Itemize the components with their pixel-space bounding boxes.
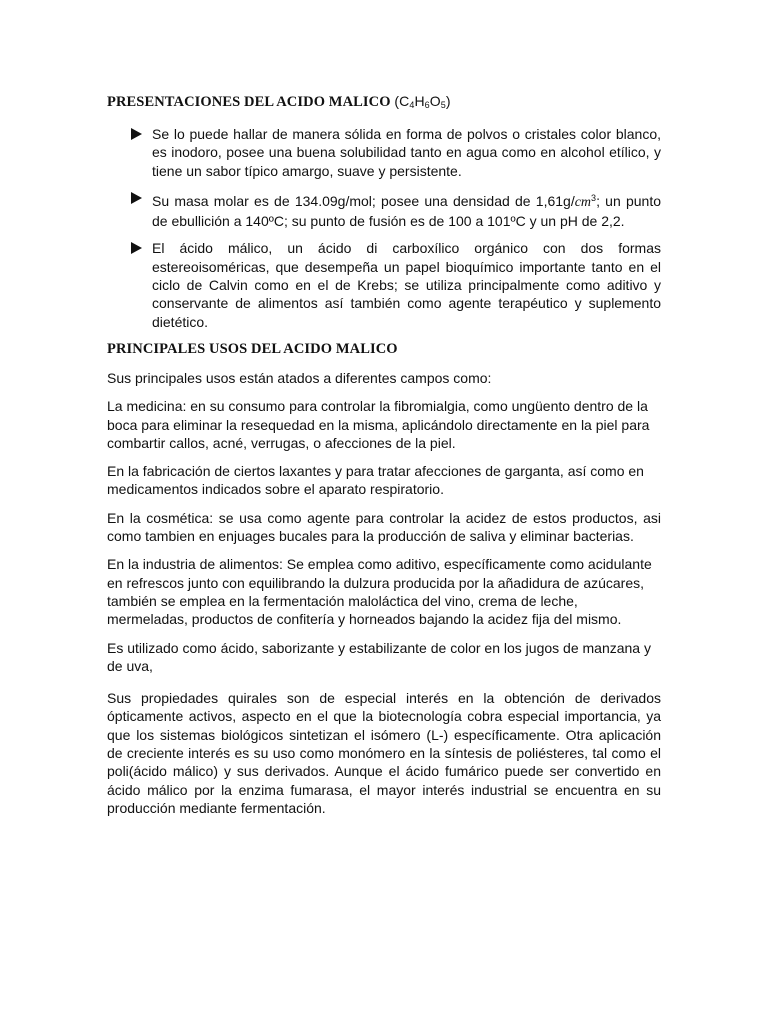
bullet-text-part: ; un punto de ebullición a 140ºC; su punto de fusión es de 100 a 101ºC y un pH de 2,2.: [152, 192, 662, 230]
paragraph-quirales: Sus propiedades quirales son de especial interés en la obtención de derivados ópticamente activos, aspecto en el que la biotecnología cobra especial importancia, ya que los sistemas biológicos sintetizan el isómero (L-) específicamente. Otra aplicación de creciente interés es su uso como monómero en la síntesis de poliésteres, tal como el poli(ácido málico) y sus derivados. Aunque el ácido fumárico puede ser convertido en ácido málico por la enzima fumarasa, el mayor interés industrial se encuentra en su producción mediante fermentación.: [107, 690, 661, 816]
bullet-list: [107, 125, 661, 331]
paragraph-jugos: Es utilizado como ácido, saborizante y estabilizante de color en los jugos de manzana y de uva,: [107, 639, 651, 674]
heading-presentaciones: [107, 92, 661, 115]
triangle-bullet-icon: [131, 128, 142, 140]
heading-principales-usos: PRINCIPALES USOS DEL ACIDO MALICO: [107, 340, 398, 357]
paragraph-cosmetica: En la cosmética: se usa como agente para controlar la acidez de estos productos, asi como tambien en enjuages bucales para la producción de saliva y eliminar bacterias.: [107, 509, 661, 545]
chemical-formula: [394, 93, 450, 109]
unit-text: cm: [574, 194, 592, 210]
document-body: [107, 92, 661, 827]
bullet-item: [107, 125, 661, 180]
formula-part: O: [429, 93, 441, 109]
paragraph-medicina: La medicina: en su consumo para controlar la fibromialgia, como ungüento dentro de la boca para eliminar la resequedad en la misma, aplicándolo directamente en la piel para combartir callos, acné, verrugas, o afecciones de la piel.: [107, 398, 650, 451]
bullet-text: [152, 193, 661, 229]
triangle-bullet-icon: [131, 242, 142, 254]
paragraph-alimentos: En la industria de alimentos: Se emplea como aditivo, específicamente como acidulante en refrescos junto con equilibrando la dulzura producida por la añadidura de azúcares, también se emplea en la fermentación maloláctica del vino, crema de leche, mermeladas, productos de confitería y horneados bajando la acidez fija del mismo.: [107, 556, 652, 628]
formula-part: (C: [394, 93, 410, 109]
bullet-item: [107, 189, 661, 231]
bullet-text: Se lo puede hallar de manera sólida en forma de polvos o cristales color blanco, es inodoro, posee una buena solubilidad tanto en agua como en alcohol etílico, y tiene un sabor típico amargo, suave y persistente.: [152, 126, 661, 179]
formula-subscript: 5: [440, 100, 446, 110]
bullet-text: El ácido málico, un ácido di carboxílico orgánico con dos formas estereoisoméricas, que desempeña un papel bioquímico importante tanto en el ciclo de Calvin como en el de Krebs; se utiliza principalmente como aditivo y conservante de alimentos así también como agente terapéutico y suplemento dietético.: [152, 240, 661, 330]
bullet-text-part: Su masa molar es de 134.09g/mol; posee una densidad de 1,61g/: [152, 192, 575, 209]
formula-subscript: 4: [409, 100, 415, 110]
formula-part: ): [445, 93, 451, 109]
triangle-bullet-icon: [131, 192, 142, 204]
formula-subscript: 6: [424, 100, 430, 110]
formula-part: H: [414, 93, 425, 109]
paragraph-laxantes: En la fabricación de ciertos laxantes y para tratar afecciones de garganta, así como en medicamentos indicados sobre el aparato respiratorio.: [107, 463, 644, 498]
paragraph-intro: Sus principales usos están atados a diferentes campos como:: [107, 369, 492, 386]
unit-cm: [574, 192, 597, 210]
unit-exponent: 3: [591, 192, 597, 203]
bullet-item: [107, 239, 661, 330]
heading-text: PRESENTACIONES DEL ACIDO MALICO: [107, 94, 391, 110]
